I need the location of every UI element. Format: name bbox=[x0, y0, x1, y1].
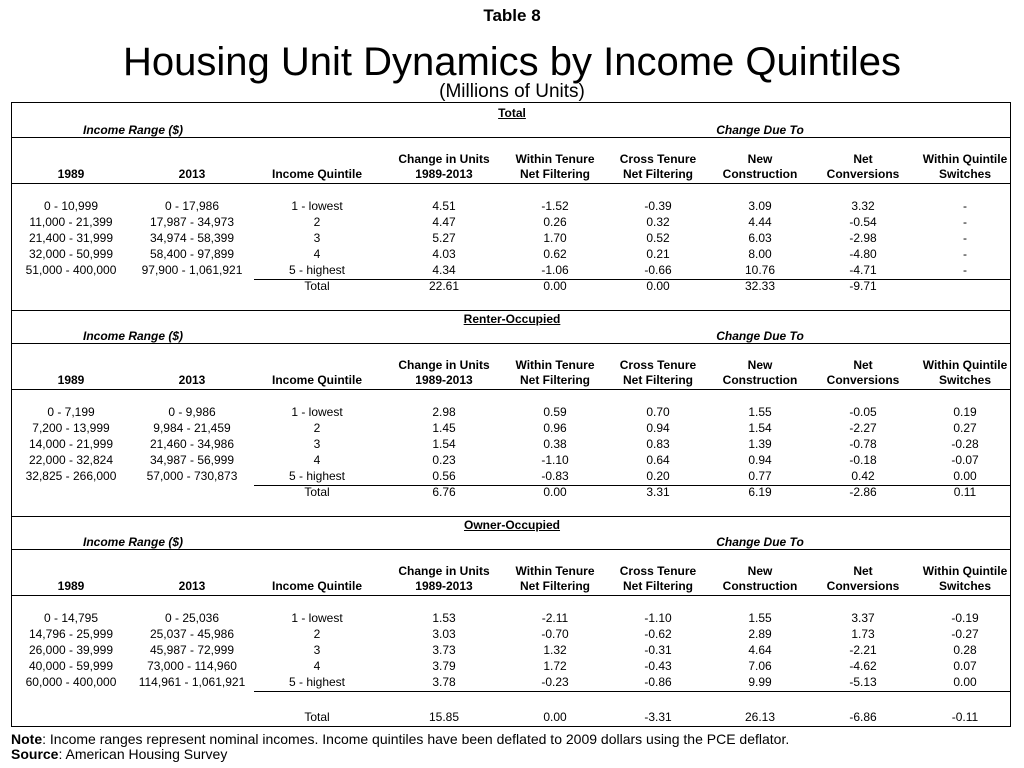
total-label: Total bbox=[304, 710, 330, 724]
group-header-rule bbox=[12, 343, 1010, 344]
col-1989-cell: 21,400 - 31,999 bbox=[28, 231, 114, 245]
col-new-construction-total: 32.33 bbox=[744, 279, 776, 293]
col-cross-tenure-cell: -0.39 bbox=[644, 199, 672, 213]
col-quintile-cell: 3 bbox=[313, 231, 321, 245]
col-cross-tenure-cell: -1.10 bbox=[644, 611, 672, 625]
col-quintile-switches-cell: 0.27 bbox=[953, 421, 977, 435]
col-net-conversions-total: -6.86 bbox=[849, 710, 877, 724]
col-quintile-switches-cell: 0.19 bbox=[953, 405, 977, 419]
col-quintile-switches-cell: 0.28 bbox=[953, 643, 977, 657]
col-header-line1: Within Quintile bbox=[922, 564, 1008, 578]
col-2013-cell: 45,987 - 72,999 bbox=[149, 643, 235, 657]
col-new-construction-cell: 3.09 bbox=[748, 199, 772, 213]
col-header-line2: Net Filtering bbox=[519, 167, 591, 181]
col-quintile-switches-cell: -0.07 bbox=[951, 453, 979, 467]
col-quintile-cell: 4 bbox=[313, 453, 321, 467]
col-quintile-switches-cell: - bbox=[963, 263, 967, 277]
col-cross-tenure-cell: 0.64 bbox=[646, 453, 670, 467]
change-due-to-label: Change Due To bbox=[716, 329, 804, 343]
col-1989-cell: 0 - 10,999 bbox=[43, 199, 99, 213]
col-header-line1: Net bbox=[853, 564, 873, 578]
col-within-tenure-cell: 0.62 bbox=[543, 247, 567, 261]
col-2013-cell: 73,000 - 114,960 bbox=[147, 659, 237, 673]
col-within-tenure-cell: 0.26 bbox=[543, 215, 567, 229]
col-change-cell: 5.27 bbox=[432, 231, 456, 245]
section-title: Renter-Occupied bbox=[463, 312, 561, 326]
col-net-conversions-cell: -0.18 bbox=[849, 453, 877, 467]
col-quintile-cell: 2 bbox=[313, 215, 321, 229]
total-rule bbox=[254, 279, 1010, 280]
col-header-2013: 2013 bbox=[178, 579, 206, 593]
col-cross-tenure-total: -3.31 bbox=[644, 710, 672, 724]
col-within-tenure-cell: -0.70 bbox=[541, 627, 569, 641]
col-quintile-cell: 2 bbox=[313, 421, 321, 435]
col-change-total: 22.61 bbox=[428, 279, 460, 293]
col-quintile-cell: 5 - highest bbox=[288, 469, 346, 483]
col-net-conversions-cell: -4.62 bbox=[849, 659, 877, 673]
col-new-construction-total: 6.19 bbox=[748, 485, 772, 499]
col-quintile-switches-cell: - bbox=[963, 199, 967, 213]
col-change-cell: 4.03 bbox=[432, 247, 456, 261]
col-quintile-switches-cell: - bbox=[963, 215, 967, 229]
col-within-tenure-cell: 0.38 bbox=[543, 437, 567, 451]
col-quintile-cell: 1 - lowest bbox=[291, 199, 343, 213]
col-change-cell: 2.98 bbox=[432, 405, 456, 419]
col-within-tenure-total: 0.00 bbox=[543, 279, 567, 293]
col-header-line1: New bbox=[747, 358, 773, 372]
col-cross-tenure-cell: 0.83 bbox=[646, 437, 670, 451]
total-label: Total bbox=[304, 485, 330, 499]
col-net-conversions-cell: 0.42 bbox=[851, 469, 875, 483]
col-within-tenure-total: 0.00 bbox=[543, 710, 567, 724]
col-header-line2: Net Filtering bbox=[622, 373, 694, 387]
col-header-income-quintile: Income Quintile bbox=[271, 373, 363, 387]
col-header-income-quintile: Income Quintile bbox=[271, 579, 363, 593]
col-quintile-cell: 1 - lowest bbox=[291, 611, 343, 625]
col-net-conversions-cell: -2.27 bbox=[849, 421, 877, 435]
col-cross-tenure-cell: 0.70 bbox=[646, 405, 670, 419]
col-new-construction-cell: 7.06 bbox=[748, 659, 772, 673]
col-new-construction-cell: 2.89 bbox=[748, 627, 772, 641]
col-header-line2: Construction bbox=[722, 167, 798, 181]
col-net-conversions-cell: -0.78 bbox=[849, 437, 877, 451]
col-quintile-cell: 4 bbox=[313, 247, 321, 261]
col-quintile-switches-total: -0.11 bbox=[951, 710, 979, 724]
col-change-cell: 4.47 bbox=[432, 215, 456, 229]
col-2013-cell: 17,987 - 34,973 bbox=[149, 215, 235, 229]
col-quintile-switches-cell: - bbox=[963, 231, 967, 245]
change-due-to-label: Change Due To bbox=[716, 123, 804, 137]
section-title: Owner-Occupied bbox=[463, 518, 561, 532]
col-cross-tenure-cell: 0.94 bbox=[646, 421, 670, 435]
col-2013-cell: 97,900 - 1,061,921 bbox=[141, 263, 243, 277]
note-label: Note bbox=[11, 731, 43, 747]
group-header-rule bbox=[12, 549, 1010, 550]
table-number: Table 8 bbox=[483, 6, 541, 25]
col-1989-cell: 14,796 - 25,999 bbox=[28, 627, 114, 641]
source-label: Source bbox=[11, 746, 59, 762]
note-text: : Income ranges represent nominal incomes. Income quintiles have been deflated to 2009 dollars using the PCE deflator. bbox=[42, 731, 790, 747]
col-change-cell: 1.54 bbox=[432, 437, 456, 451]
col-new-construction-cell: 1.55 bbox=[748, 611, 772, 625]
col-quintile-cell: 4 bbox=[313, 659, 321, 673]
col-header-line2: Conversions bbox=[826, 579, 900, 593]
income-range-label: Income Range ($) bbox=[82, 329, 184, 343]
col-1989-cell: 0 - 14,795 bbox=[43, 611, 99, 625]
col-header-2013: 2013 bbox=[178, 373, 206, 387]
col-within-tenure-cell: 1.32 bbox=[543, 643, 567, 657]
col-new-construction-cell: 4.44 bbox=[748, 215, 772, 229]
col-1989-cell: 22,000 - 32,824 bbox=[28, 453, 114, 467]
col-quintile-cell: 5 - highest bbox=[288, 675, 346, 689]
col-header-line1: Change in Units bbox=[398, 358, 490, 372]
section-divider bbox=[12, 310, 1010, 311]
col-net-conversions-cell: -2.21 bbox=[849, 643, 877, 657]
header-bottom-rule bbox=[12, 595, 1010, 596]
col-header-line1: Within Tenure bbox=[515, 358, 595, 372]
total-rule bbox=[254, 485, 1010, 486]
col-new-construction-cell: 4.64 bbox=[748, 643, 772, 657]
col-within-tenure-cell: 0.59 bbox=[543, 405, 567, 419]
col-change-total: 15.85 bbox=[428, 710, 460, 724]
col-header-line2: Conversions bbox=[826, 167, 900, 181]
col-net-conversions-cell: -0.54 bbox=[849, 215, 877, 229]
header-bottom-rule bbox=[12, 389, 1010, 390]
col-net-conversions-total: -2.86 bbox=[849, 485, 877, 499]
group-header-rule bbox=[12, 137, 1010, 138]
col-header-line2: Switches bbox=[938, 373, 992, 387]
col-header-line2: 1989-2013 bbox=[415, 373, 473, 387]
col-within-tenure-cell: -1.06 bbox=[541, 263, 569, 277]
col-new-construction-cell: 1.55 bbox=[748, 405, 772, 419]
col-header-line1: Cross Tenure bbox=[619, 152, 697, 166]
col-1989-cell: 40,000 - 59,999 bbox=[28, 659, 114, 673]
col-change-cell: 4.34 bbox=[432, 263, 456, 277]
col-within-tenure-cell: -1.52 bbox=[541, 199, 569, 213]
col-header-line2: Switches bbox=[938, 167, 992, 181]
section-divider bbox=[12, 516, 1010, 517]
col-quintile-switches-cell: -0.19 bbox=[951, 611, 979, 625]
col-1989-cell: 0 - 7,199 bbox=[47, 405, 95, 419]
col-header-line2: Conversions bbox=[826, 373, 900, 387]
col-within-tenure-cell: -0.23 bbox=[541, 675, 569, 689]
col-2013-cell: 21,460 - 34,986 bbox=[149, 437, 235, 451]
col-net-conversions-cell: -0.05 bbox=[849, 405, 877, 419]
col-change-cell: 3.03 bbox=[432, 627, 456, 641]
col-1989-cell: 26,000 - 39,999 bbox=[28, 643, 114, 657]
col-net-conversions-cell: -4.80 bbox=[849, 247, 877, 261]
col-net-conversions-cell: 1.73 bbox=[851, 627, 875, 641]
col-header-line1: Change in Units bbox=[398, 564, 490, 578]
col-change-cell: 1.45 bbox=[432, 421, 456, 435]
col-quintile-switches-total: 0.11 bbox=[953, 485, 977, 499]
col-within-tenure-cell: 1.70 bbox=[543, 231, 567, 245]
col-2013-cell: 34,974 - 58,399 bbox=[149, 231, 235, 245]
col-header-line2: Construction bbox=[722, 373, 798, 387]
col-cross-tenure-cell: 0.52 bbox=[646, 231, 670, 245]
col-within-tenure-cell: 0.96 bbox=[543, 421, 567, 435]
col-quintile-cell: 2 bbox=[313, 627, 321, 641]
col-cross-tenure-cell: -0.62 bbox=[644, 627, 672, 641]
col-cross-tenure-cell: -0.31 bbox=[644, 643, 672, 657]
col-header-line2: Net Filtering bbox=[622, 579, 694, 593]
change-due-to-label: Change Due To bbox=[716, 535, 804, 549]
col-1989-cell: 32,825 - 266,000 bbox=[25, 469, 117, 483]
col-quintile-switches-cell: -0.27 bbox=[951, 627, 979, 641]
income-range-label: Income Range ($) bbox=[82, 535, 184, 549]
col-header-line1: Change in Units bbox=[398, 152, 490, 166]
col-cross-tenure-cell: -0.66 bbox=[644, 263, 672, 277]
col-within-tenure-cell: -1.10 bbox=[541, 453, 569, 467]
col-header-2013: 2013 bbox=[178, 167, 206, 181]
col-within-tenure-cell: 1.72 bbox=[543, 659, 567, 673]
col-quintile-cell: 5 - highest bbox=[288, 263, 346, 277]
col-cross-tenure-cell: -0.86 bbox=[644, 675, 672, 689]
page-subtitle: (Millions of Units) bbox=[439, 81, 585, 102]
source-text: : American Housing Survey bbox=[58, 746, 228, 762]
col-1989-cell: 11,000 - 21,399 bbox=[29, 215, 113, 229]
col-header-line2: Construction bbox=[722, 579, 798, 593]
col-header-line2: Net Filtering bbox=[519, 373, 591, 387]
col-new-construction-cell: 6.03 bbox=[748, 231, 772, 245]
col-new-construction-cell: 9.99 bbox=[748, 675, 772, 689]
total-label: Total bbox=[304, 279, 330, 293]
col-header-line2: 1989-2013 bbox=[415, 167, 473, 181]
col-header-line2: Net Filtering bbox=[519, 579, 591, 593]
col-2013-cell: 34,987 - 56,999 bbox=[149, 453, 235, 467]
col-change-total: 6.76 bbox=[432, 485, 456, 499]
footnote-note bbox=[11, 731, 789, 747]
col-net-conversions-cell: 3.32 bbox=[851, 199, 875, 213]
page-title: Housing Unit Dynamics by Income Quintiles bbox=[122, 40, 902, 84]
col-within-tenure-total: 0.00 bbox=[543, 485, 567, 499]
col-1989-cell: 60,000 - 400,000 bbox=[25, 675, 117, 689]
col-change-cell: 3.79 bbox=[432, 659, 456, 673]
col-quintile-switches-cell: - bbox=[963, 247, 967, 261]
col-header-line1: Within Tenure bbox=[515, 564, 595, 578]
income-range-label: Income Range ($) bbox=[82, 123, 184, 137]
col-2013-cell: 9,984 - 21,459 bbox=[153, 421, 231, 435]
col-within-tenure-cell: -0.83 bbox=[541, 469, 569, 483]
col-1989-cell: 51,000 - 400,000 bbox=[25, 263, 117, 277]
col-header-line1: Cross Tenure bbox=[619, 564, 697, 578]
col-quintile-switches-cell: 0.07 bbox=[953, 659, 977, 673]
col-net-conversions-cell: -5.13 bbox=[849, 675, 877, 689]
col-1989-cell: 14,000 - 21,999 bbox=[28, 437, 114, 451]
col-2013-cell: 0 - 9,986 bbox=[168, 405, 216, 419]
col-quintile-cell: 3 bbox=[313, 437, 321, 451]
col-2013-cell: 57,000 - 730,873 bbox=[146, 469, 238, 483]
col-new-construction-cell: 1.39 bbox=[748, 437, 772, 451]
total-rule bbox=[254, 691, 1010, 692]
col-cross-tenure-total: 0.00 bbox=[646, 279, 670, 293]
col-2013-cell: 58,400 - 97,899 bbox=[149, 247, 235, 261]
col-within-tenure-cell: -2.11 bbox=[541, 611, 569, 625]
col-change-cell: 3.78 bbox=[432, 675, 456, 689]
header-bottom-rule bbox=[12, 183, 1010, 184]
col-change-cell: 0.56 bbox=[432, 469, 456, 483]
col-header-line1: Cross Tenure bbox=[619, 358, 697, 372]
col-header-line1: Within Tenure bbox=[515, 152, 595, 166]
col-new-construction-cell: 0.77 bbox=[748, 469, 772, 483]
col-header-line1: New bbox=[747, 152, 773, 166]
col-change-cell: 0.23 bbox=[432, 453, 456, 467]
col-header-line1: Within Quintile bbox=[922, 358, 1008, 372]
col-new-construction-cell: 1.54 bbox=[748, 421, 772, 435]
col-quintile-cell: 1 - lowest bbox=[291, 405, 343, 419]
col-net-conversions-cell: -2.98 bbox=[849, 231, 877, 245]
col-cross-tenure-cell: 0.20 bbox=[646, 469, 670, 483]
col-header-line1: New bbox=[747, 564, 773, 578]
col-1989-cell: 32,000 - 50,999 bbox=[28, 247, 114, 261]
col-new-construction-cell: 8.00 bbox=[748, 247, 772, 261]
col-2013-cell: 0 - 25,036 bbox=[164, 611, 220, 625]
col-quintile-cell: 3 bbox=[313, 643, 321, 657]
col-change-cell: 1.53 bbox=[432, 611, 456, 625]
col-net-conversions-total: -9.71 bbox=[849, 279, 877, 293]
col-header-line2: Switches bbox=[938, 579, 992, 593]
col-cross-tenure-total: 3.31 bbox=[646, 485, 670, 499]
col-2013-cell: 25,037 - 45,986 bbox=[149, 627, 235, 641]
col-change-cell: 3.73 bbox=[432, 643, 456, 657]
col-new-construction-total: 26.13 bbox=[744, 710, 776, 724]
col-new-construction-cell: 0.94 bbox=[748, 453, 772, 467]
col-1989-cell: 7,200 - 13,999 bbox=[32, 421, 110, 435]
col-header-1989: 1989 bbox=[57, 373, 85, 387]
col-header-line2: 1989-2013 bbox=[415, 579, 473, 593]
col-header-line1: Within Quintile bbox=[922, 152, 1008, 166]
col-net-conversions-cell: -4.71 bbox=[849, 263, 877, 277]
col-header-1989: 1989 bbox=[57, 167, 85, 181]
col-cross-tenure-cell: 0.32 bbox=[646, 215, 670, 229]
col-new-construction-cell: 10.76 bbox=[744, 263, 776, 277]
footnote-source bbox=[11, 746, 227, 762]
col-net-conversions-cell: 3.37 bbox=[851, 611, 875, 625]
col-cross-tenure-cell: 0.21 bbox=[646, 247, 670, 261]
col-2013-cell: 0 - 17,986 bbox=[164, 199, 220, 213]
col-cross-tenure-cell: -0.43 bbox=[644, 659, 672, 673]
col-change-cell: 4.51 bbox=[432, 199, 456, 213]
col-header-income-quintile: Income Quintile bbox=[271, 167, 363, 181]
section-title: Total bbox=[498, 106, 526, 120]
col-header-line1: Net bbox=[853, 358, 873, 372]
col-quintile-switches-cell: 0.00 bbox=[953, 469, 977, 483]
col-header-line1: Net bbox=[853, 152, 873, 166]
col-quintile-switches-cell: -0.28 bbox=[951, 437, 979, 451]
col-header-1989: 1989 bbox=[57, 579, 85, 593]
col-header-line2: Net Filtering bbox=[622, 167, 694, 181]
col-quintile-switches-cell: 0.00 bbox=[953, 675, 977, 689]
col-2013-cell: 114,961 - 1,061,921 bbox=[138, 675, 246, 689]
